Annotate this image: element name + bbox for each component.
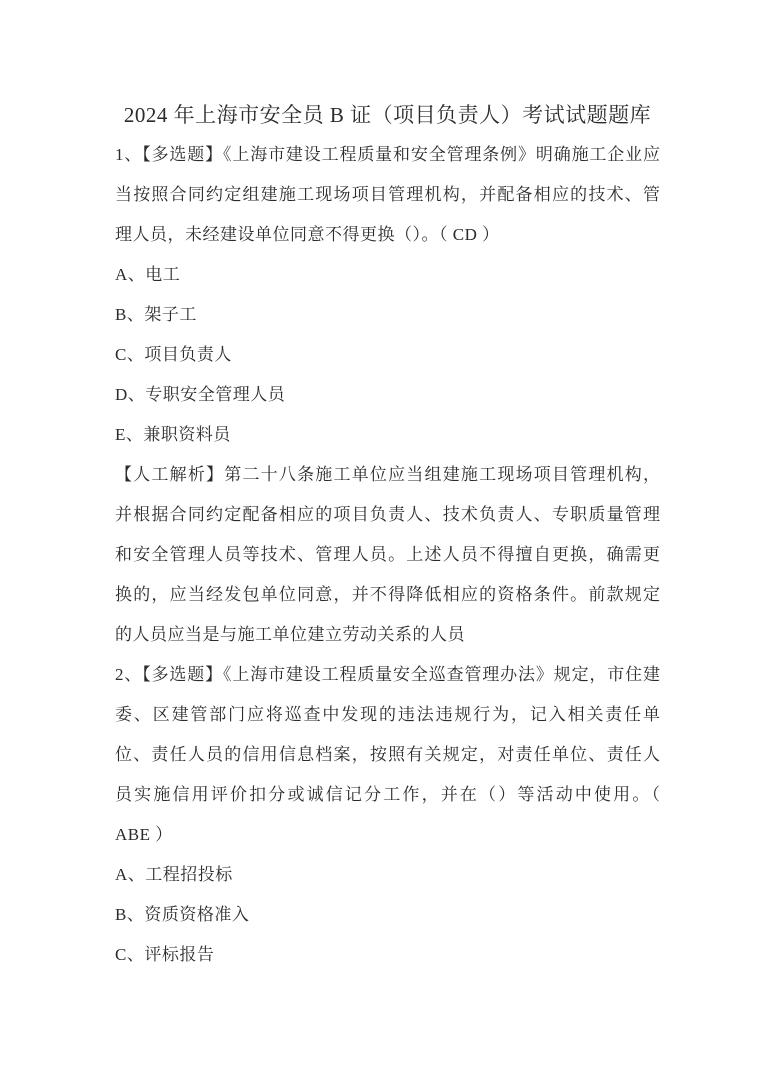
q2-stem-line-5: ABE ） xyxy=(115,825,173,844)
document-content xyxy=(115,95,660,975)
q2-stem-line-4: 员实施信用评价扣分或诚信记分工作，并在（）等活动中使用。（ xyxy=(115,785,660,804)
q1-option-b: B、架子工 xyxy=(115,305,197,324)
q1-option-c: C、项目负责人 xyxy=(115,345,232,364)
q2-option-c: C、评标报告 xyxy=(115,945,215,964)
q1-stem-line-1: 1、【多选题】《上海市建设工程质量和安全管理条例》明确施工企业应 xyxy=(115,145,660,164)
q1-option-a: A、电工 xyxy=(115,265,181,284)
q1-analysis-line-4: 换的，应当经发包单位同意，并不得降低相应的资格条件。前款规定 xyxy=(115,585,660,604)
q1-analysis-line-1: 【人工解析】第二十八条施工单位应当组建施工现场项目管理机构， xyxy=(115,465,660,484)
q1-option-e: E、兼职资料员 xyxy=(115,425,231,444)
question-1 xyxy=(115,135,660,655)
q1-stem-line-2: 当按照合同约定组建施工现场项目管理机构，并配备相应的技术、管 xyxy=(115,185,660,204)
q1-analysis-line-2: 并根据合同约定配备相应的项目负责人、技术负责人、专职质量管理 xyxy=(115,505,660,524)
q1-analysis-line-5: 的人员应当是与施工单位建立劳动关系的人员 xyxy=(115,625,465,644)
q1-option-d: D、专职安全管理人员 xyxy=(115,385,286,404)
question-2 xyxy=(115,655,660,975)
q1-stem-line-3: 理人员，未经建设单位同意不得更换（）。（ CD ） xyxy=(115,225,500,244)
q2-stem-line-1: 2、【多选题】《上海市建设工程质量安全巡查管理办法》规定，市住建 xyxy=(115,665,660,684)
document-title: 2024 年上海市安全员 B 证（项目负责人）考试试题题库 xyxy=(123,103,652,127)
q2-stem-line-2: 委、区建管部门应将巡查中发现的违法违规行为，记入相关责任单 xyxy=(115,705,660,724)
q2-option-a: A、工程招投标 xyxy=(115,865,233,884)
q2-stem-line-3: 位、责任人员的信用信息档案，按照有关规定，对责任单位、责任人 xyxy=(115,745,660,764)
q1-analysis-line-3: 和安全管理人员等技术、管理人员。上述人员不得擅自更换，确需更 xyxy=(115,545,660,564)
q2-option-b: B、资质资格准入 xyxy=(115,905,250,924)
